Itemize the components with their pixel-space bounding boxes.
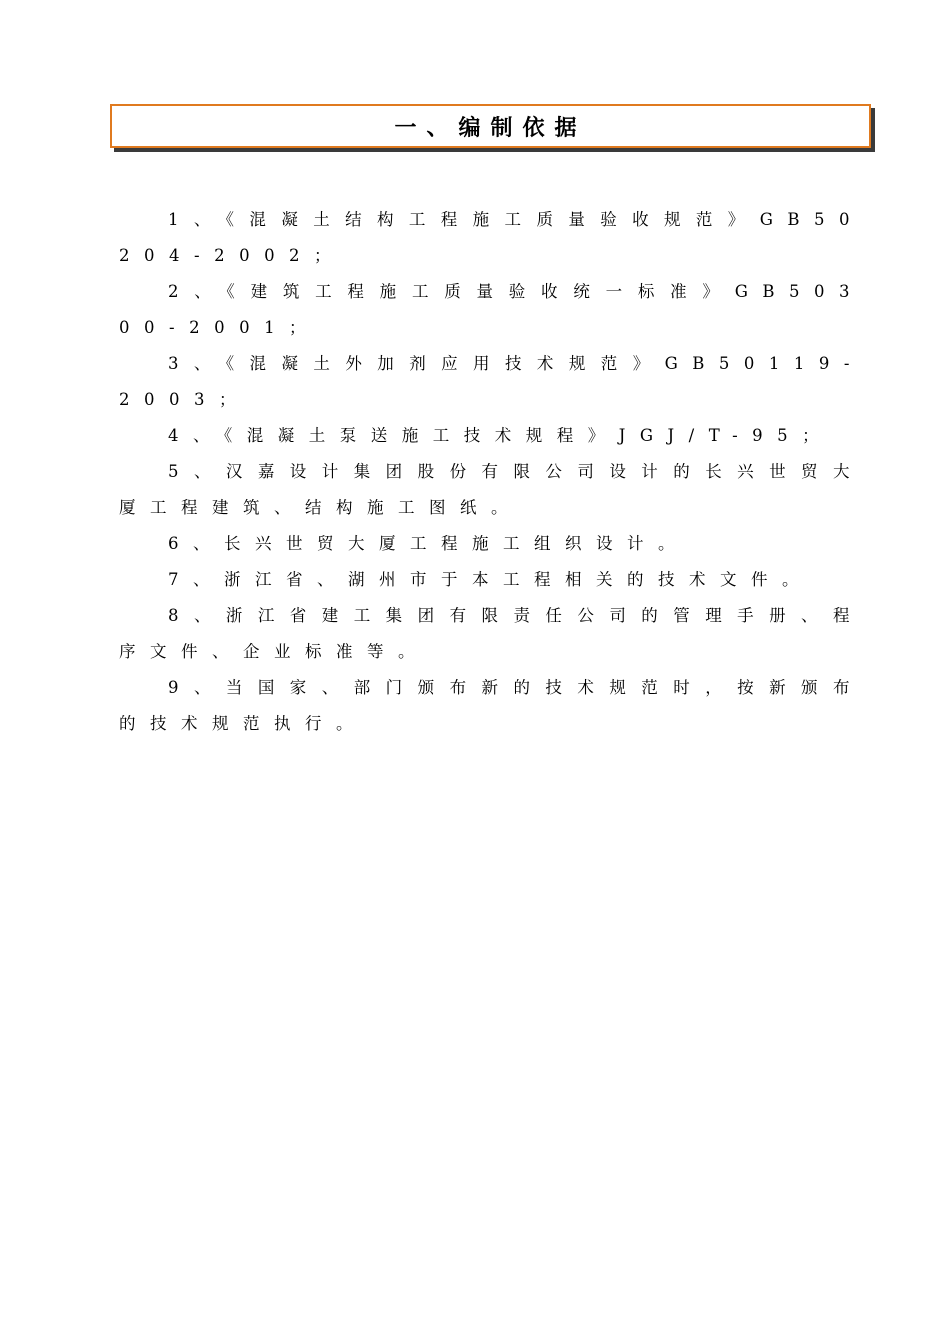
- list-item: [119, 202, 864, 274]
- list-item: [119, 598, 864, 670]
- item-text: 、浙江省建工集团有限责任公司的管理手册、程序文件、企业标准等。: [119, 606, 864, 661]
- item-text: 、《建筑工程施工质量验收统一标准》GB50300-2001；: [119, 282, 864, 337]
- item-text: 、浙江省、湖州市于本工程相关的技术文件。: [193, 570, 813, 589]
- item-number: 8: [168, 606, 193, 625]
- item-text: 、《混凝土外加剂应用技术规范》GB50119-2003；: [119, 354, 864, 409]
- list-item: [119, 562, 864, 598]
- item-number: 3: [168, 354, 193, 373]
- section-heading-box: [110, 104, 871, 148]
- item-text: 、当国家、部门颁布新的技术规范时，按新颁布的技术规范执行。: [119, 678, 864, 733]
- item-text: 、《混凝土结构工程施工质量验收规范》GB50204-2002；: [119, 210, 864, 265]
- item-number: 1: [168, 210, 193, 229]
- list-item: [119, 454, 864, 526]
- item-number: 7: [168, 570, 193, 589]
- list-item: [119, 526, 864, 562]
- item-number: 2: [168, 282, 193, 301]
- item-number: 5: [168, 462, 193, 481]
- item-text: 、汉嘉设计集团股份有限公司设计的长兴世贸大厦工程建筑、结构施工图纸。: [119, 462, 864, 517]
- item-number: 9: [168, 678, 193, 697]
- section-title: 一、编制依据: [394, 115, 587, 141]
- list-item: [119, 346, 864, 418]
- item-text: 、长兴世贸大厦工程施工组织设计。: [193, 534, 689, 553]
- reference-list: [119, 202, 864, 742]
- list-item: [119, 418, 864, 454]
- list-item: [119, 670, 864, 742]
- item-number: 6: [168, 534, 193, 553]
- item-text: 、《混凝土泵送施工技术规程》JGJ/T-95；: [193, 426, 834, 445]
- list-item: [119, 274, 864, 346]
- item-number: 4: [168, 426, 193, 445]
